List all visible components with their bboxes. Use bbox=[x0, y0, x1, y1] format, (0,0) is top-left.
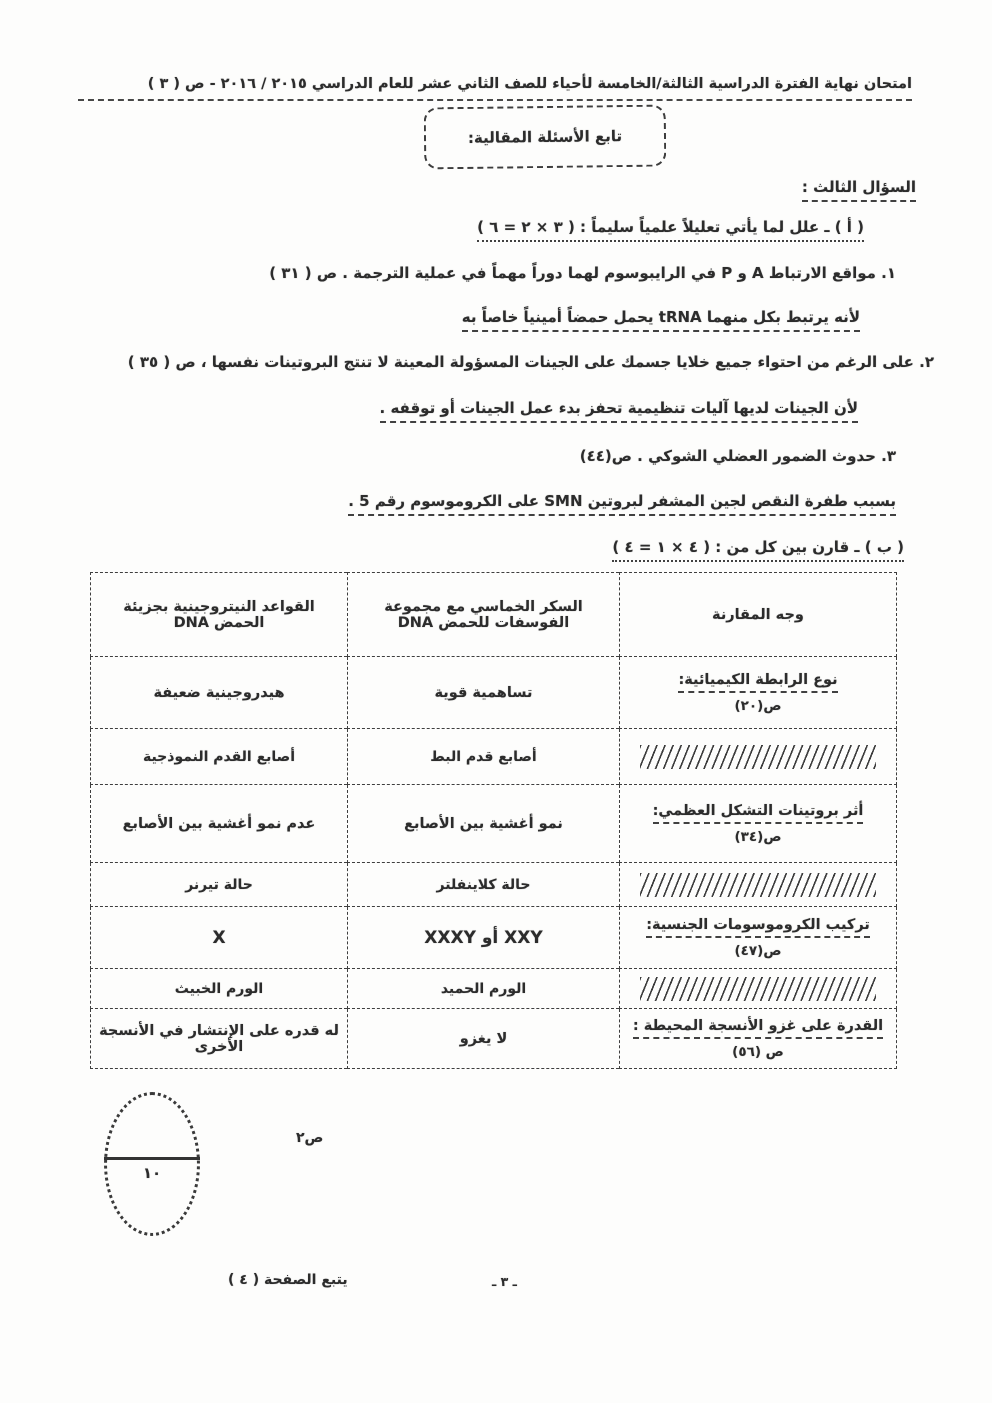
score-circle-divider bbox=[104, 1157, 200, 1160]
table-row bbox=[91, 863, 897, 907]
item-name-cell: حالة تيرنر bbox=[91, 863, 348, 907]
aspect-cell: تركيب الكروموسومات الجنسية: ص(٤٧) bbox=[620, 907, 897, 969]
hatch-pattern bbox=[640, 977, 876, 1001]
aspect-cell-hatched bbox=[620, 863, 897, 907]
table-header-aspect: وجه المقارنة bbox=[620, 573, 897, 657]
part-b-heading: ( ب ) ـ قارن بين كل من : ( ٤ × ١ = ٤ ) bbox=[612, 538, 904, 556]
table-header-row bbox=[91, 573, 897, 657]
part-a-heading: ( أ ) ـ علل لما يأتي تعليلاً علمياً سليماً : ( ٣ × ٢ = ٦ ) bbox=[477, 218, 864, 236]
table-row bbox=[91, 657, 897, 729]
aspect-cell: نوع الرابطة الكيميائية: ص(٢٠) bbox=[620, 657, 897, 729]
item-name-cell: الورم الحميد bbox=[348, 969, 620, 1009]
table-header-left: القواعد النيتروجينية بجزيئة الحمض DNA bbox=[91, 573, 348, 657]
value-cell: له قدره على الإنتشار في الأنسجة الأخرى bbox=[91, 1009, 348, 1069]
page-number: ـ ٣ ـ bbox=[492, 1274, 517, 1289]
value-cell: لا يغزو bbox=[348, 1009, 620, 1069]
aspect-cell: القدرة على غزو الأنسجة المحيطة : ص (٥٦) bbox=[620, 1009, 897, 1069]
score-value: ١٠ bbox=[142, 1164, 162, 1182]
essay-questions-box-label: تابع الأسئلة المقالية: bbox=[467, 127, 623, 147]
table-row bbox=[91, 785, 897, 863]
comparison-table bbox=[90, 572, 897, 1069]
part-a-question-1: ١. مواقع الارتباط A و P في الرايبوسوم لهما دوراً مهماً في عملية الترجمة . ص ( ٣١ ) bbox=[269, 264, 896, 282]
part-a-answer-1: لأنه يرتبط بكل منهما tRNA يحمل حمضاً أمينياً خاصاً به bbox=[462, 308, 860, 326]
value-cell: نمو أغشية بين الأصابع bbox=[348, 785, 620, 863]
part-a-question-2: ٢. على الرغم من احتواء جميع خلايا جسمك على الجينات المسؤولة المعينة لا تنتج البروتينات نفسها ، ص ( ٣٥ ) bbox=[127, 353, 934, 371]
item-name-cell: أصابع القدم النموذجية bbox=[91, 729, 348, 785]
score-circle bbox=[104, 1092, 200, 1236]
item-name-cell: الورم الخبيث bbox=[91, 969, 348, 1009]
value-cell: XXY أو XXXY bbox=[348, 907, 620, 969]
value-cell: X bbox=[91, 907, 348, 969]
essay-questions-box bbox=[424, 105, 667, 170]
aspect-cell-hatched bbox=[620, 729, 897, 785]
part-a-answer-3: بسبب طفرة النقص لجين المشفر لبروتين SMN على الكروموسوم رقم 5 . bbox=[348, 492, 896, 510]
table-row bbox=[91, 907, 897, 969]
value-cell: عدم نمو أغشية بين الأصابع bbox=[91, 785, 348, 863]
part-a-question-3: ٣. حدوث الضمور العضلي الشوكي . ص(٤٤) bbox=[579, 447, 896, 465]
part-a-answer-2: لأن الجينات لديها آليات تنظيمية تحفز بدء عمل الجينات أو توقفه . bbox=[380, 399, 858, 417]
item-name-cell: أصابع قدم البط bbox=[348, 729, 620, 785]
item-name-cell: حالة كلاينفلتر bbox=[348, 863, 620, 907]
value-cell: تساهمية قوية bbox=[348, 657, 620, 729]
table-row bbox=[91, 969, 897, 1009]
exam-header-title: امتحان نهاية الفترة الدراسية الثالثة/الخامسة لأحياء للصف الثاني عشر للعام الدراسي ٢٠١٥ / ٢٠١٦ - ص ( ٣ ) bbox=[78, 76, 912, 101]
aspect-cell-hatched bbox=[620, 969, 897, 1009]
question-3-heading: السؤال الثالث : bbox=[802, 178, 916, 196]
hatch-pattern bbox=[640, 873, 876, 897]
aspect-cell: أثر بروتينات التشكل العظمي: ص(٣٤) bbox=[620, 785, 897, 863]
table-row bbox=[91, 729, 897, 785]
table-header-middle: السكر الخماسي مع مجموعة الفوسفات للحمض DNA bbox=[348, 573, 620, 657]
score-side-label: ص٢ bbox=[296, 1130, 324, 1146]
continue-note: يتبع الصفحة ( ٤ ) bbox=[228, 1272, 348, 1288]
table-row bbox=[91, 1009, 897, 1069]
hatch-pattern bbox=[640, 745, 876, 769]
value-cell: هيدروجينية ضعيفة bbox=[91, 657, 348, 729]
